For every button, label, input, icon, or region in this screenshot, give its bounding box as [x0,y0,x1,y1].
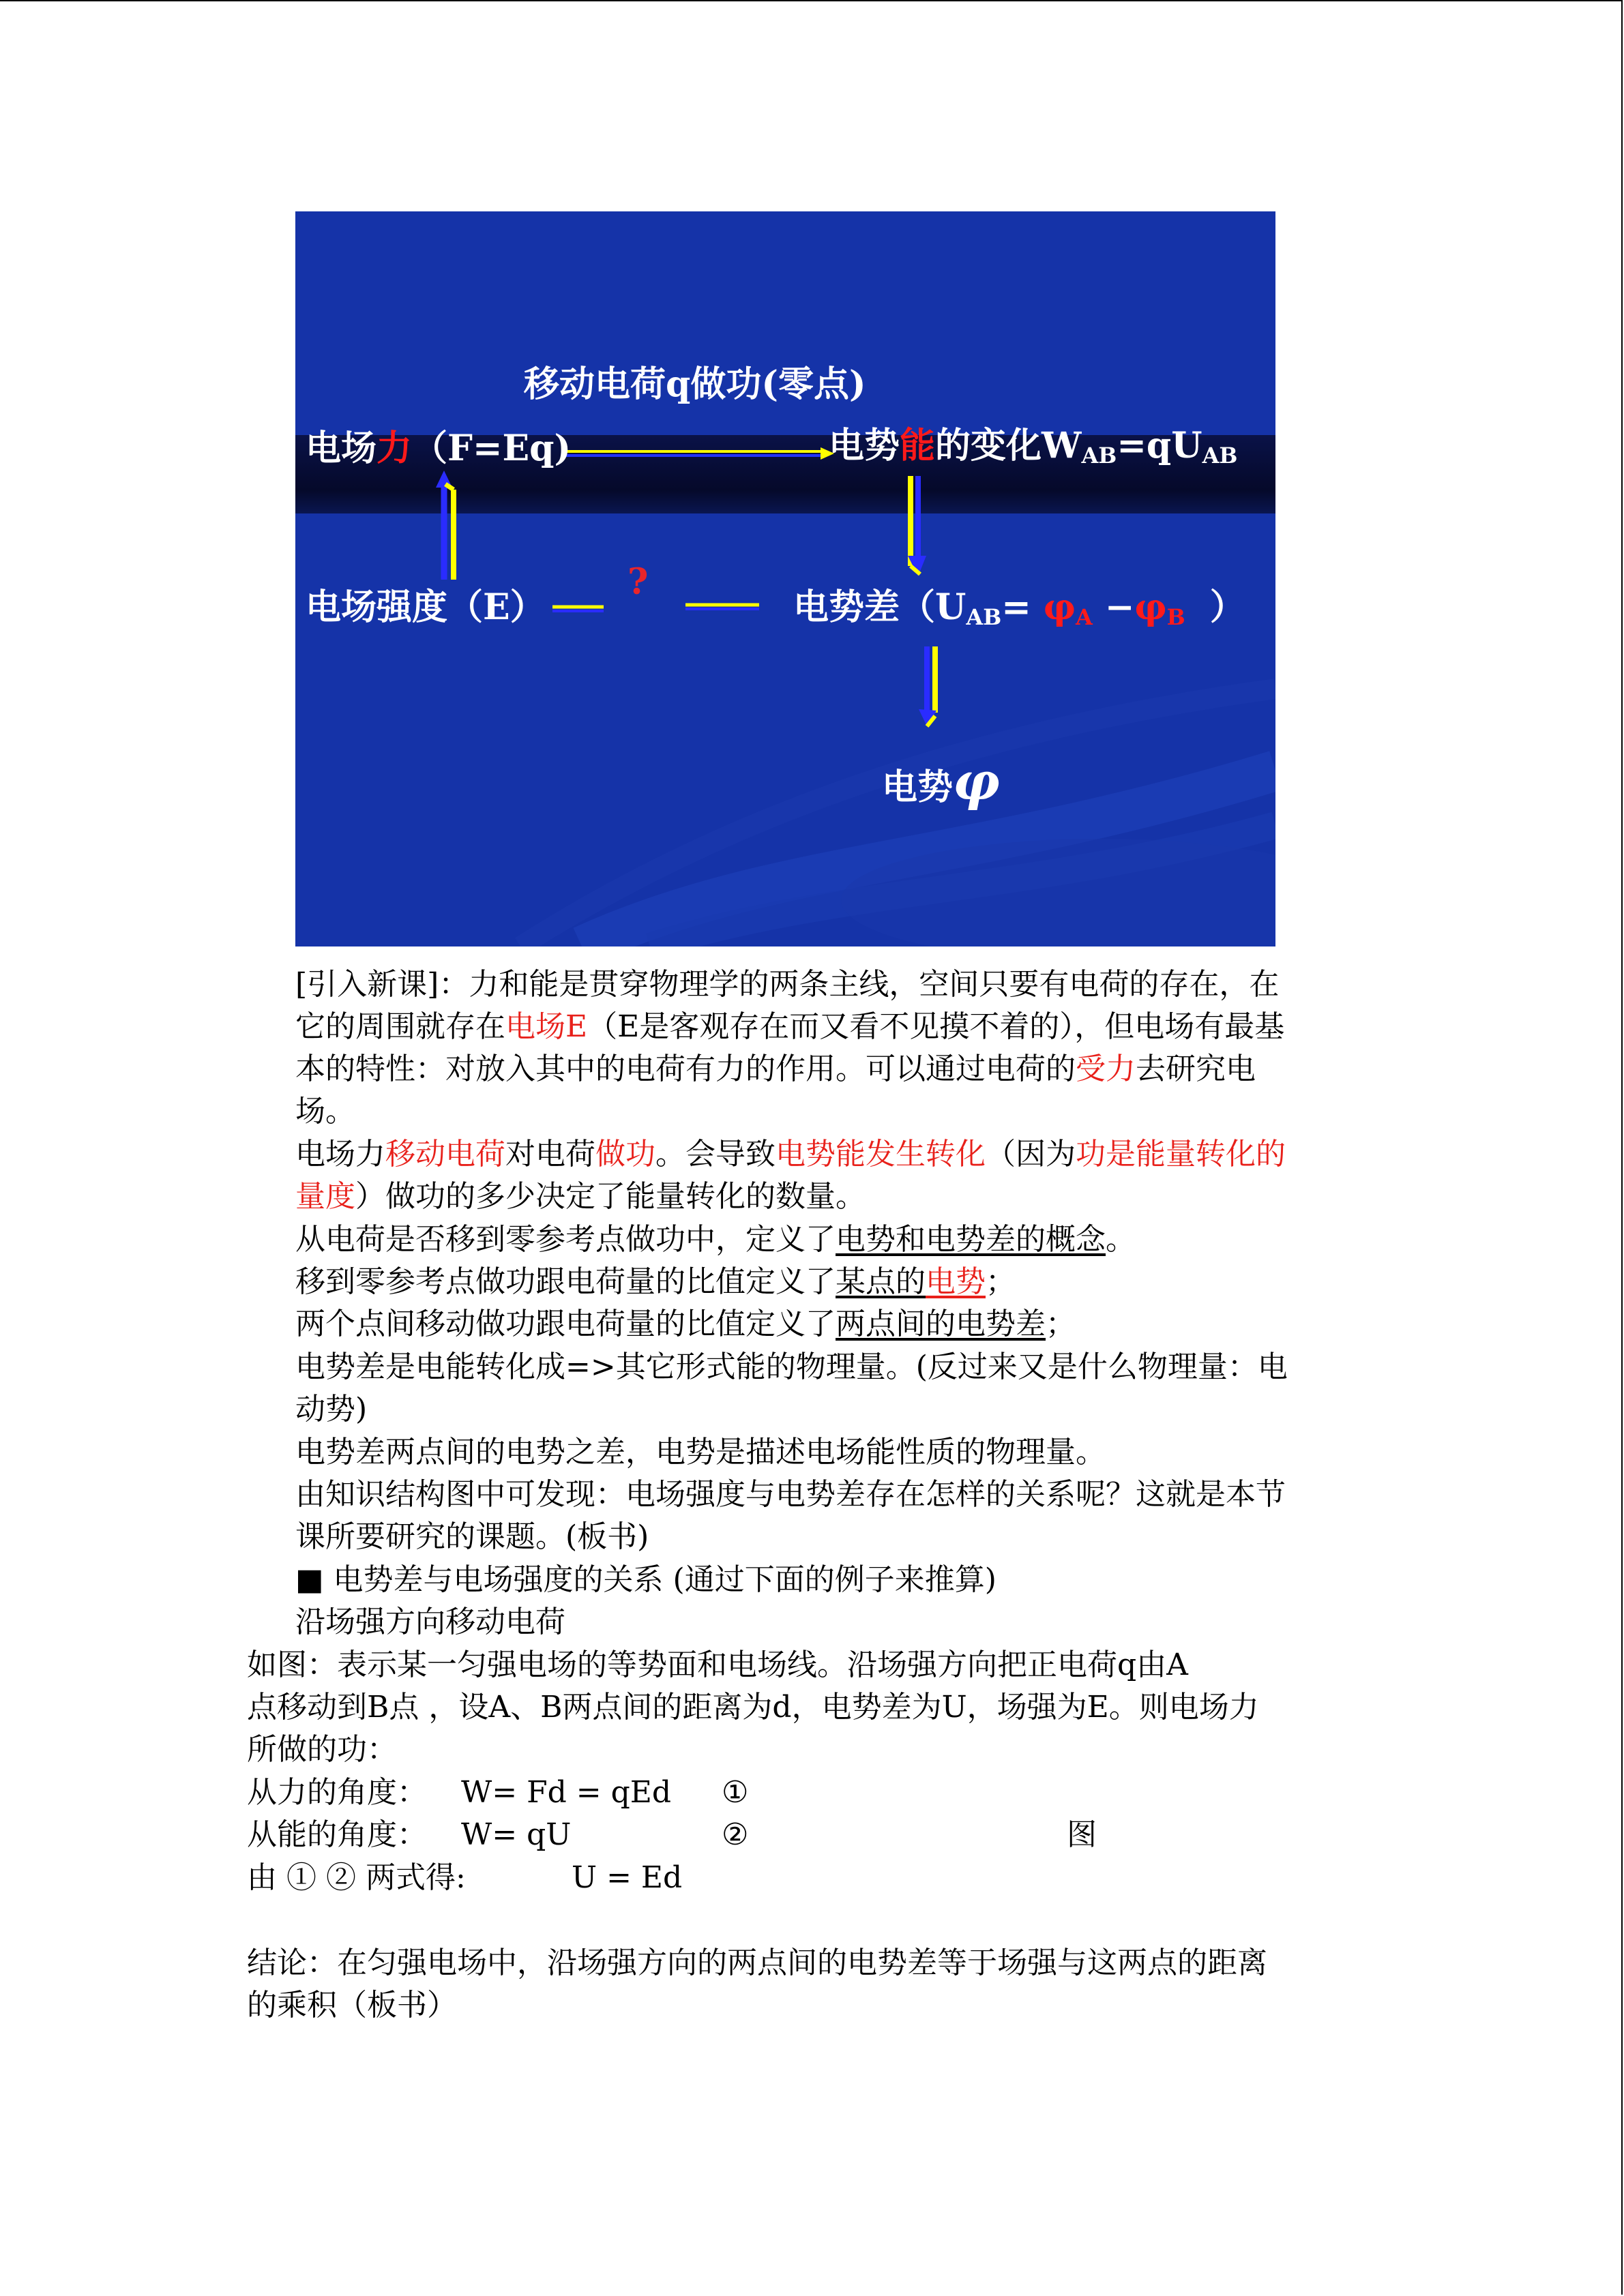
equation-3: U = Ed [572,1860,683,1895]
example-line-2: 点移动到B点 ，设A、B两点间的距离为d，电势差为U，场强为E。则电场力 [247,1690,1259,1725]
knowledge-structure-slide [295,211,1275,946]
question-line-1: 由知识结构图中可发现：电场强度与电势差存在怎样的关系呢？这就是本节 [295,1477,1286,1512]
potential-energy-change-label: 电势能的变化$W_{AB}=qU_{AB}$ [829,425,1238,468]
field-strength-label: 电场强度（E） [306,586,546,628]
intro-line-1: [引入新课]：力和能是贯穿物理学的两条主线，空间只要有电荷的存在，在 [295,967,1280,1002]
intro-line-2: 它的周围就存在电场E（E是客观存在而又看不见摸不着的），但电场有最基 [295,1009,1285,1044]
potential-difference-label: 电势差（$U_{AB}= \varphi_A -\varphi_B$ ） [793,586,1245,630]
equation-1-number: ① [722,1775,749,1810]
work-energy-line-1: 电场力移动电荷对电荷做功。会导致电势能发生转化（因为功是能量转化的 [295,1137,1286,1172]
potential-definition-line: 移到零参考点做功跟电荷量的比值定义了某点的电势； [295,1264,1016,1299]
conclusion-line-2: 的乘积（板书） [247,1988,457,2023]
question-mark: ? [628,561,649,603]
conclusion-line-1: 结论：在匀强电场中，沿场强方向的两点间的电势差等于场强与这两点的距离 [247,1945,1267,1980]
equation-2: W= qU [461,1817,572,1852]
equation-3-label: 由 ① ② 两式得: [247,1860,466,1895]
intro-line-3: 本的特性：对放入其中的电荷有力的作用。可以通过电荷的受力去研究电 [295,1052,1256,1086]
potential-description-line: 电势差两点间的电势之差，电势是描述电场能性质的物理量。 [295,1435,1106,1470]
move-charge-work-label: 移动电荷q做功(零点) [524,363,866,405]
energy-conversion-line-1: 电势差是电能转化成=>其它形式能的物理量。(反过来又是什么物理量：电 [295,1350,1288,1384]
energy-conversion-line-2: 动势) [295,1392,368,1427]
equation-1-label: 从力的角度： [247,1775,427,1810]
electric-potential-label: 电势φ [882,751,1000,811]
slide-decoration [295,211,1275,946]
subsection-label: 沿场强方向移动电荷 [295,1605,565,1639]
section-heading: ■ 电势差与电场强度的关系 (通过下面的例子来推算) [295,1562,996,1597]
potential-concept-line: 从电荷是否移到零参考点做功中，定义了电势和电势差的概念。 [295,1222,1136,1257]
electric-force-label: 电场力（F=Eq) [306,428,572,469]
figure-label: 图 [1067,1817,1097,1852]
potential-difference-definition-line: 两个点间移动做功跟电荷量的比值定义了两点间的电势差； [295,1307,1076,1341]
work-energy-line-2: 量度）做功的多少决定了能量转化的数量。 [295,1179,866,1214]
equation-2-label: 从能的角度： [247,1817,427,1852]
example-line-3: 所做的功： [247,1732,397,1767]
equation-1: W= Fd = qEd [461,1775,672,1810]
question-line-2: 课所要研究的课题。(板书) [295,1519,649,1554]
example-line-1: 如图：表示某一匀强电场的等势面和电场线。沿场强方向把正电荷q由A [247,1648,1188,1682]
equation-2-number: ② [722,1817,749,1852]
intro-line-4: 场。 [295,1094,355,1129]
